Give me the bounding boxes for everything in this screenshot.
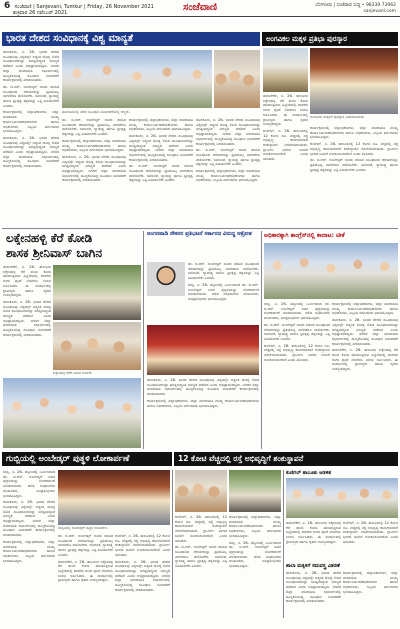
header-date: ಶುಕ್ರವಾರ 26 ನವೆಂಬರ್ 2021 — [13, 10, 68, 16]
paragraph: ಕಾರ್ಯಕ್ರಮದಲ್ಲಿ ಜಿಲ್ಲಾಧಿಕಾರಿಗಳು, ಜಿಲ್ಲಾ ಪಂಚಾಯಿತಿ ಮುಖ್ಯ ಕಾರ್ಯನಿರ್ವಹಣಾಧಿಕಾರಿಗಳು ಹಾಗೂ ಅಧಿಕಾರಿಗಳು, ಸಿಬ್ಬಂದಿ ವರ್ಗದವರು ಭಾಗವಹಿಸಿದ್ದರು. — [196, 169, 260, 183]
paragraph: ಕಾರ್ಯಕ್ರಮದಲ್ಲಿ ಜಿಲ್ಲಾಧಿಕಾರಿಗಳು, ಜಿಲ್ಲಾ ಪಂಚಾಯಿತಿ ಮುಖ್ಯ ಕಾರ್ಯನಿರ್ವಹಣಾಧಿಕಾರಿಗಳು ಹಾಗೂ ಅಧಿಕಾರಿಗಳು, ಸಿಬ್ಬಂದಿ ವರ್ಗದವರು ಭಾಗವಹಿಸಿದ್ದರು. — [3, 539, 55, 563]
paragraph: ಕುಣಿಗಲ್, ನ. 26- ತಾಲೂಕಿನಲ್ಲಿ 12 ಕೋಟಿ ರೂ. ವೆಚ್ಚದಲ್ಲಿ ರಸ್ತೆ ಅಭಿವೃದ್ಧಿ ಕಾಮಗಾರಿಗಳಿಗೆ ಶಂಕುಸ್ಥಾಪನೆ ನೆರವೇರಿಸಲಾಯಿತು. ಗ್ರಾಮೀಣ ಭಾಗದ ಜನರಿಗೆ ಅನುಕೂಲವಾಗಲಿದೆ ಎಂದು ತಿಳಿಸಿದರು. — [343, 521, 398, 544]
award-photo-left — [263, 48, 308, 92]
paragraph: ಕಾರ್ಯಕ್ರಮದಲ್ಲಿ ಜಿಲ್ಲಾಧಿಕಾರಿಗಳು, ಜಿಲ್ಲಾ ಪಂಚಾಯಿತಿ ಮುಖ್ಯ ಕಾರ್ಯನಿರ್ವಹಣಾಧಿಕಾರಿಗಳು ಹಾಗೂ ಅಧಿಕಾರಿಗಳು, ಸಿಬ್ಬಂದಿ ವರ್ಗದವರು ಭಾಗವಹಿಸಿದ್ದರು. — [62, 138, 126, 153]
paragraph: ತುಮಕೂರು, ನ. 26- ಭಾರತ ದೇಶದ ಸಂವಿಧಾನವು ವಿಶ್ವದಲ್ಲೇ ಅತ್ಯಂತ ದೊಡ್ಡ ಲಿಖಿತ ಸಂವಿಧಾನವಾಗಿದ್ದು ಜಗತ್ತಿನಾದ್ಯಂತ ಮಾನ್ಯತೆ ಪಡೆದಿದೆ ಎಂದು ಅಭಿಪ್ರಾಯಪಟ್ಟರು. ನಗರದ ಜಿಲ್ಲಾ ಪಂಚಾಯಿತಿ ಸಭಾಂಗಣದಲ್ಲಿ ಹಮ್ಮಿಕೊಂಡಿದ್ದ ಸಂವಿಧಾನ ದಿನಾಚರಣೆ ಕಾರ್ಯಕ್ರಮದಲ್ಲಿ ಮಾತನಾಡಿದರು. — [196, 118, 260, 146]
paragraph: ಕಾರ್ಯಕ್ರಮದಲ್ಲಿ ಜಿಲ್ಲಾಧಿಕಾರಿಗಳು, ಜಿಲ್ಲಾ ಪಂಚಾಯಿತಿ ಮುಖ್ಯ ಕಾರ್ಯನಿರ್ವಹಣಾಧಿಕಾರಿಗಳು ಹಾಗೂ ಅಧಿಕಾರಿಗಳು, ಸಿಬ್ಬಂದಿ ವರ್ಗದವರು ಭಾಗವಹಿಸಿದ್ದರು. — [332, 302, 398, 316]
paragraph: ಕುಣಿಗಲ್, ನ. 26- ತಾಲೂಕಿನಲ್ಲಿ 12 ಕೋಟಿ ರೂ. ವೆಚ್ಚದಲ್ಲಿ ರಸ್ತೆ ಅಭಿವೃದ್ಧಿ ಕಾಮಗಾರಿಗಳಿಗೆ ಶಂಕುಸ್ಥಾಪನೆ ನೆರವೇರಿಸಲಾಯಿತು. ಗ್ರಾಮೀಣ ಭಾಗದ ಜನರಿಗೆ ಅನುಕೂಲವಾಗಲಿದೆ ಎಂದು ತಿಳಿಸಿದರು. — [263, 128, 308, 162]
paragraph: ತುರುವೇಕೆರೆ, ನ. 26- ತಾಲೂಕಿನ ಲಕ್ಕೇನಹಳ್ಳಿ ಕೆರೆ ತುಂಬಿ ಕೋಡಿ ಹರಿಯುತ್ತಿರುವ ಹಿನ್ನೆಲೆಯಲ್ಲಿ ಶಾಸಕರು ಗಂಗಾ ಪೂಜೆ ನೆರವೇರಿಸಿ ಬಾಗಿನ ಅರ್ಪಿಸಿದರು. ಈ ಸಂದರ್ಭದಲ್ಲಿ ಗ್ರಾಮಸ್ಥರು ಹಾಗೂ ರೈತರು ಉಪಸ್ಥಿತರಿದ್ದರು. — [332, 348, 398, 372]
paragraph: ತುಮಕೂರು, ನ. 26- ಭಾರತ ದೇಶದ ಸಂವಿಧಾನವು ವಿಶ್ವದಲ್ಲೇ ಅತ್ಯಂತ ದೊಡ್ಡ ಲಿಖಿತ ಸಂವಿಧಾನವಾಗಿದ್ದು ಜಗತ್ತಿನಾದ್ಯಂತ ಮಾನ್ಯತೆ ಪಡೆದಿದೆ ಎಂದು ಅಭಿಪ್ರಾಯಪಟ್ಟರು. ನಗರದ ಜಿಲ್ಲಾ ಪಂಚಾಯಿತಿ ಸಭಾಂಗಣದಲ್ಲಿ ಹಮ್ಮಿಕೊಂಡಿದ್ದ ಸಂವಿಧಾನ ದಿನಾಚರಣೆ ಕಾರ್ಯಕ್ರಮದಲ್ಲಿ ಮಾತನಾಡಿದರು. — [115, 559, 170, 592]
paragraph: ತುಮಕೂರು, ನ. 26- ಭಾರತ ದೇಶದ ಸಂವಿಧಾನವು ವಿಶ್ವದಲ್ಲೇ ಅತ್ಯಂತ ದೊಡ್ಡ ಲಿಖಿತ ಸಂವಿಧಾನವಾಗಿದ್ದು ಜಗತ್ತಿನಾದ್ಯಂತ ಮಾನ್ಯತೆ ಪಡೆದಿದೆ ಎಂದು ಅಭಿಪ್ರಾಯಪಟ್ಟರು. ನಗರದ ಜಿಲ್ಲಾ ಪಂಚಾಯಿತಿ ಸಭಾಂಗಣದಲ್ಲಿ ಹಮ್ಮಿಕೊಂಡಿದ್ದ ಸಂವಿಧಾನ ದಿನಾಚರಣೆ ಕಾರ್ಯಕ್ರಮದಲ್ಲಿ ಮಾತನಾಡಿದರು. — [3, 299, 51, 337]
paragraph: ತುರುವೇಕೆರೆ, ನ. 26- ತಾಲೂಕಿನ ಲಕ್ಕೇನಹಳ್ಳಿ ಕೆರೆ ತುಂಬಿ ಕೋಡಿ ಹರಿಯುತ್ತಿರುವ ಹಿನ್ನೆಲೆಯಲ್ಲಿ ಶಾಸಕರು ಗಂಗಾ ಪೂಜೆ ನೆರವೇರಿಸಿ ಬಾಗಿನ ಅರ್ಪಿಸಿದರು. ಈ ಸಂದರ್ಭದಲ್ಲಿ ಗ್ರಾಮಸ್ಥರು ಹಾಗೂ ರೈತರು ಉಪಸ್ಥಿತರಿದ್ದರು. — [58, 559, 113, 583]
paragraph: ತುಮಕೂರು, ನ. 26- ಭಾರತ ದೇಶದ ಸಂವಿಧಾನವು ವಿಶ್ವದಲ್ಲೇ ಅತ್ಯಂತ ದೊಡ್ಡ ಲಿಖಿತ ಸಂವಿಧಾನವಾಗಿದ್ದು ಜಗತ್ತಿನಾದ್ಯಂತ ಮಾನ್ಯತೆ ಪಡೆದಿದೆ ಎಂದು ಅಭಿಪ್ರಾಯಪಟ್ಟರು. ನಗರದ ಜಿಲ್ಲಾ ಪಂಚಾಯಿತಿ ಸಭಾಂಗಣದಲ್ಲಿ ಹಮ್ಮಿಕೊಂಡಿದ್ದ ಸಂವಿಧಾನ ದಿನಾಚರಣೆ ಕಾರ್ಯಕ್ರಮದಲ್ಲಿ ಮಾತನಾಡಿದರು. — [147, 378, 259, 397]
lake-photo-2 — [53, 322, 141, 370]
article-ambedkar-col2 — [58, 534, 113, 618]
article-award-col1 — [263, 94, 308, 224]
article-road-col2 — [229, 515, 281, 618]
portrait-photo — [147, 262, 185, 296]
paragraph: ತುಮಕೂರು, ನ. 26- ಭಾರತ ದೇಶದ ಸಂವಿಧಾನವು ವಿಶ್ವದಲ್ಲೇ ಅತ್ಯಂತ ದೊಡ್ಡ ಲಿಖಿತ ಸಂವಿಧಾನವಾಗಿದ್ದು ಜಗತ್ತಿನಾದ್ಯಂತ ಮಾನ್ಯತೆ ಪಡೆದಿದೆ ಎಂದು ಅಭಿಪ್ರಾಯಪಟ್ಟರು. ನಗರದ ಜಿಲ್ಲಾ ಪಂಚಾಯಿತಿ ಸಭಾಂಗಣದಲ್ಲಿ ಹಮ್ಮಿಕೊಂಡಿದ್ದ ಸಂವಿಧಾನ ದಿನಾಚರಣೆ ಕಾರ್ಯಕ್ರಮದಲ್ಲಿ ಮಾತನಾಡಿದರು. — [129, 134, 193, 162]
section-divider — [2, 228, 398, 229]
article-kunigal-col2 — [343, 521, 398, 561]
paragraph: ಗುಬ್ಬಿ, ನ. 26- ಪಟ್ಟಣದಲ್ಲಿ ನಿರ್ಮಿಸಲಾದ ಡಾ. ಬಿ.ಆರ್. ಅಂಬೇಡ್ಕರ್ ಅವರ ಪುತ್ಥಳಿಯನ್ನು ಲೋಕಾರ್ಪಣೆ ಮಾಡಲಾಯಿತು. ದಲಿತ ಸಂಘಟನೆಗಳ ಮುಖಂಡರು, ಜನಪ್ರತಿನಿಧಿಗಳು ಭಾಗವಹಿಸಿದ್ದರು. — [229, 540, 281, 569]
congress-photo — [264, 243, 398, 299]
protest-photo — [147, 325, 259, 375]
article-ambedkar-col1 — [3, 470, 55, 618]
paragraph: ತುಮಕೂರು, ನ. 26- ಭಾರತ ದೇಶದ ಸಂವಿಧಾನವು ವಿಶ್ವದಲ್ಲೇ ಅತ್ಯಂತ ದೊಡ್ಡ ಲಿಖಿತ ಸಂವಿಧಾನವಾಗಿದ್ದು ಜಗತ್ತಿನಾದ್ಯಂತ ಮಾನ್ಯತೆ ಪಡೆದಿದೆ ಎಂದು ಅಭಿಪ್ರಾಯಪಟ್ಟರು. ನಗರದ ಜಿಲ್ಲಾ ಪಂಚಾಯಿತಿ ಸಭಾಂಗಣದಲ್ಲಿ ಹಮ್ಮಿಕೊಂಡಿದ್ದ ಸಂವಿಧಾನ ದಿನಾಚರಣೆ ಕಾರ್ಯಕ್ರಮದಲ್ಲಿ ಮಾತನಾಡಿದರು. — [3, 500, 55, 538]
paragraph: ಡಾ. ಬಿ.ಆರ್. ಅಂಬೇಡ್ಕರ್ ಅವರು ರಚಿಸಿದ ಸಂವಿಧಾನದ ಆಶಯಗಳನ್ನು ಪ್ರತಿಯೊಬ್ಬ ನಾಗರಿಕರೂ ಪಾಲಿಸಬೇಕು. ಸಮಾನತೆ, ಸ್ವಾತಂತ್ರ್ಯ ಹಾಗೂ ಭ್ರಾತೃತ್ವ ತತ್ವಗಳನ್ನು ಎತ್ತಿ ಹಿಡಿಯಬೇಕು ಎಂದರು. — [196, 148, 260, 167]
photo-caption: ತುಮಕೂರಿನಲ್ಲಿ ನಡೆದ ಸಂವಿಧಾನ ದಿನಾಚರಣೆಯಲ್ಲಿ ಗಣ್ಯರು. — [62, 110, 130, 114]
header-rule — [0, 16, 400, 17]
photo-caption: ಗುಬ್ಬಿಯಲ್ಲಿ ಅಂಬೇಡ್ಕರ್ ಪುತ್ಥಳಿ ಅನಾವರಣ. — [58, 526, 108, 530]
paragraph: ಕಾರ್ಯಕ್ರಮದಲ್ಲಿ ಜಿಲ್ಲಾಧಿಕಾರಿಗಳು, ಜಿಲ್ಲಾ ಪಂಚಾಯಿತಿ ಮುಖ್ಯ ಕಾರ್ಯನಿರ್ವಹಣಾಧಿಕಾರಿಗಳು ಹಾಗೂ ಅಧಿಕಾರಿಗಳು, ಸಿಬ್ಬಂದಿ ವರ್ಗದವರು ಭಾಗವಹಿಸಿದ್ದರು. — [129, 118, 193, 132]
paragraph: ಕುಣಿಗಲ್, ನ. 26- ತಾಲೂಕಿನಲ್ಲಿ 12 ಕೋಟಿ ರೂ. ವೆಚ್ಚದಲ್ಲಿ ರಸ್ತೆ ಅಭಿವೃದ್ಧಿ ಕಾಮಗಾರಿಗಳಿಗೆ ಶಂಕುಸ್ಥಾಪನೆ ನೆರವೇರಿಸಲಾಯಿತು. ಗ್ರಾಮೀಣ ಭಾಗದ ಜನರಿಗೆ ಅನುಕೂಲವಾಗಲಿದೆ ಎಂದು ತಿಳಿಸಿದರು. — [264, 343, 330, 362]
header-contact: ಬೆಂಗಳೂರು | ಸಂಜೆವಾಣಿ ಸುದ್ದಿ • 98339 73962 — [315, 3, 396, 8]
paragraph: ಕುಣಿಗಲ್, ನ. 26- ತಾಲೂಕಿನಲ್ಲಿ 12 ಕೋಟಿ ರೂ. ವೆಚ್ಚದಲ್ಲಿ ರಸ್ತೆ ಅಭಿವೃದ್ಧಿ ಕಾಮಗಾರಿಗಳಿಗೆ ಶಂಕುಸ್ಥಾಪನೆ ನೆರವೇರಿಸಲಾಯಿತು. ಗ್ರಾಮೀಣ ಭಾಗದ ಜನರಿಗೆ ಅನುಕೂಲವಾಗಲಿದೆ ಎಂದು ತಿಳಿಸಿದರು. — [175, 515, 227, 543]
ambedkar-statue-photo — [58, 470, 170, 525]
paragraph: ಕಾರ್ಯಕ್ರಮದಲ್ಲಿ ಜಿಲ್ಲಾಧಿಕಾರಿಗಳು, ಜಿಲ್ಲಾ ಪಂಚಾಯಿತಿ ಮುಖ್ಯ ಕಾರ್ಯನಿರ್ವಹಣಾಧಿಕಾರಿಗಳು ಹಾಗೂ ಅಧಿಕಾರಿಗಳು, ಸಿಬ್ಬಂದಿ ವರ್ಗದವರು ಭಾಗವಹಿಸಿದ್ದರು. — [229, 515, 281, 538]
paragraph: ಗುಬ್ಬಿ, ನ. 26- ಪಟ್ಟಣದಲ್ಲಿ ನಿರ್ಮಿಸಲಾದ ಡಾ. ಬಿ.ಆರ್. ಅಂಬೇಡ್ಕರ್ ಅವರ ಪುತ್ಥಳಿಯನ್ನು ಲೋಕಾರ್ಪಣೆ ಮಾಡಲಾಯಿತು. ದಲಿತ ಸಂಘಟನೆಗಳ ಮುಖಂಡರು, ಜನಪ್ರತಿನಿಧಿಗಳು ಭಾಗವಹಿಸಿದ್ದರು. — [188, 282, 259, 301]
masthead-logo: ಸಂಜೆವಾಣಿ — [183, 2, 217, 13]
paragraph: ತುಮಕೂರು, ನ. 26- ಭಾರತ ದೇಶದ ಸಂವಿಧಾನವು ವಿಶ್ವದಲ್ಲೇ ಅತ್ಯಂತ ದೊಡ್ಡ ಲಿಖಿತ ಸಂವಿಧಾನವಾಗಿದ್ದು ಜಗತ್ತಿನಾದ್ಯಂತ ಮಾನ್ಯತೆ ಪಡೆದಿದೆ ಎಂದು ಅಭಿಪ್ರಾಯಪಟ್ಟರು. ನಗರದ ಜಿಲ್ಲಾ ಪಂಚಾಯಿತಿ ಸಭಾಂಗಣದಲ್ಲಿ ಹಮ್ಮಿಕೊಂಡಿದ್ದ ಸಂವಿಧಾನ ದಿನಾಚರಣೆ ಕಾರ್ಯಕ್ರಮದಲ್ಲಿ ಮಾತನಾಡಿದರು. — [3, 135, 59, 169]
paragraph: ಡಾ. ಬಿ.ಆರ್. ಅಂಬೇಡ್ಕರ್ ಅವರು ರಚಿಸಿದ ಸಂವಿಧಾನದ ಆಶಯಗಳನ್ನು ಪ್ರತಿಯೊಬ್ಬ ನಾಗರಿಕರೂ ಪಾಲಿಸಬೇಕು. ಸಮಾನತೆ, ಸ್ವಾತಂತ್ರ್ಯ ಹಾಗೂ ಭ್ರಾತೃತ್ವ ತತ್ವಗಳನ್ನು ಎತ್ತಿ ಹಿಡಿಯಬೇಕು ಎಂದರು. — [175, 545, 227, 569]
subheading-kunigal: ಕುಣಿಗಲ್ ತಾಲೂಕು ಆಡಳಿತ — [286, 470, 331, 476]
lake-photo-1 — [53, 265, 141, 320]
article-uniform-col2 — [343, 571, 398, 618]
article-road-col1 — [175, 515, 227, 618]
article-protest-col2 — [147, 378, 259, 448]
paragraph: ಕಾರ್ಯಕ್ರಮದಲ್ಲಿ ಜಿಲ್ಲಾಧಿಕಾರಿಗಳು, ಜಿಲ್ಲಾ ಪಂಚಾಯಿತಿ ಮುಖ್ಯ ಕಾರ್ಯನಿರ್ವಹಣಾಧಿಕಾರಿಗಳು ಹಾಗೂ ಅಧಿಕಾರಿಗಳು, ಸಿಬ್ಬಂದಿ ವರ್ಗದವರು ಭಾಗವಹಿಸಿದ್ದರು. — [147, 398, 259, 408]
article-award-col2 — [310, 126, 398, 224]
print-registration-marks — [0, 621, 400, 629]
constitution-side-photo — [214, 50, 260, 108]
article-constitution-col4 — [196, 118, 260, 226]
banner-constitution: ಭಾರತ ದೇಶದ ಸಂವಿಧಾನಕ್ಕೆ ವಿಶ್ವ ಮಾನ್ಯತೆ — [2, 32, 260, 46]
column-divider — [172, 470, 173, 618]
article-congress-col1 — [264, 302, 330, 448]
paragraph: ಡಾ. ಬಿ.ಆರ್. ಅಂಬೇಡ್ಕರ್ ಅವರು ರಚಿಸಿದ ಸಂವಿಧಾನದ ಆಶಯಗಳನ್ನು ಪ್ರತಿಯೊಬ್ಬ ನಾಗರಿಕರೂ ಪಾಲಿಸಬೇಕು. ಸಮಾನತೆ, ಸ್ವಾತಂತ್ರ್ಯ ಹಾಗೂ ಭ್ರಾತೃತ್ವ ತತ್ವಗಳನ್ನು ಎತ್ತಿ ಹಿಡಿಯಬೇಕು ಎಂದರು. — [3, 84, 59, 108]
header-publication: ಸಂಜೆವಾಣಿ | Sanjevani, Tumkur — [14, 4, 83, 10]
paragraph: ತುಮಕೂರು, ನ. 26- ಭಾರತ ದೇಶದ ಸಂವಿಧಾನವು ವಿಶ್ವದಲ್ಲೇ ಅತ್ಯಂತ ದೊಡ್ಡ ಲಿಖಿತ ಸಂವಿಧಾನವಾಗಿದ್ದು ಜಗತ್ತಿನಾದ್ಯಂತ ಮಾನ್ಯತೆ ಪಡೆದಿದೆ ಎಂದು ಅಭಿಪ್ರಾಯಪಟ್ಟರು. ನಗರದ ಜಿಲ್ಲಾ ಪಂಚಾಯಿತಿ ಸಭಾಂಗಣದಲ್ಲಿ ಹಮ್ಮಿಕೊಂಡಿದ್ದ ಸಂವಿಧಾನ ದಿನಾಚರಣೆ ಕಾರ್ಯಕ್ರಮದಲ್ಲಿ ಮಾತನಾಡಿದರು. — [286, 571, 341, 604]
header-left — [4, 3, 154, 16]
header-date-en: | Friday, 26 November 2021 — [83, 4, 154, 10]
article-lake-col1 — [3, 265, 51, 370]
kunigal-photo — [286, 478, 398, 518]
article-uniform-col1 — [286, 571, 341, 618]
paragraph: ಡಾ. ಬಿ.ಆರ್. ಅಂಬೇಡ್ಕರ್ ಅವರು ರಚಿಸಿದ ಸಂವಿಧಾನದ ಆಶಯಗಳನ್ನು ಪ್ರತಿಯೊಬ್ಬ ನಾಗರಿಕರೂ ಪಾಲಿಸಬೇಕು. ಸಮಾನತೆ, ಸ್ವಾತಂತ್ರ್ಯ ಹಾಗೂ ಭ್ರಾತೃತ್ವ ತತ್ವಗಳನ್ನು ಎತ್ತಿ ಹಿಡಿಯಬೇಕು ಎಂದರು. — [310, 158, 398, 172]
column-divider — [283, 470, 284, 618]
page-number: 6 — [4, 1, 11, 11]
headline-congress: ಅಧಿಕಾರಕ್ಕಾಗಿ ಕಾಂಗ್ರೆಸ್‌ನಲ್ಲಿ ಕಾದಾಟ: ಟೀಕೆ — [264, 232, 345, 239]
headline-lake-line1: ಲಕ್ಕೇನಹಳ್ಳಿ ಕೆರೆ ಕೋಡಿ — [6, 231, 93, 245]
paragraph: ಕಾರ್ಯಕ್ರಮದಲ್ಲಿ ಜಿಲ್ಲಾಧಿಕಾರಿಗಳು, ಜಿಲ್ಲಾ ಪಂಚಾಯಿತಿ ಮುಖ್ಯ ಕಾರ್ಯನಿರ್ವಹಣಾಧಿಕಾರಿಗಳು ಹಾಗೂ ಅಧಿಕಾರಿಗಳು, ಸಿಬ್ಬಂದಿ ವರ್ಗದವರು ಭಾಗವಹಿಸಿದ್ದರು. — [343, 571, 398, 594]
article-constitution-col3 — [129, 118, 193, 226]
banner-ambedkar: ಗುಬ್ಬಿಯಲ್ಲಿ ಅಂಬೇಡ್ಕರ್ ಪುತ್ಥಳಿ ಲೋಕಾರ್ಪಣೆ — [2, 452, 172, 466]
header-right — [315, 3, 396, 15]
paragraph: ಕಾರ್ಯಕ್ರಮದಲ್ಲಿ ಜಿಲ್ಲಾಧಿಕಾರಿಗಳು, ಜಿಲ್ಲಾ ಪಂಚಾಯಿತಿ ಮುಖ್ಯ ಕಾರ್ಯನಿರ್ವಹಣಾಧಿಕಾರಿಗಳು ಹಾಗೂ ಅಧಿಕಾರಿಗಳು, ಸಿಬ್ಬಂದಿ ವರ್ಗದವರು ಭಾಗವಹಿಸಿದ್ದರು. — [3, 110, 59, 134]
headline-lake-line2: ಶಾಸಕ ಶ್ರೀನಿವಾಸ್ ಬಾಗಿನ — [6, 246, 103, 260]
road-photo-1 — [175, 470, 227, 512]
paragraph: ಕುಣಿಗಲ್, ನ. 26- ತಾಲೂಕಿನಲ್ಲಿ 12 ಕೋಟಿ ರೂ. ವೆಚ್ಚದಲ್ಲಿ ರಸ್ತೆ ಅಭಿವೃದ್ಧಿ ಕಾಮಗಾರಿಗಳಿಗೆ ಶಂಕುಸ್ಥಾಪನೆ ನೆರವೇರಿಸಲಾಯಿತು. ಗ್ರಾಮೀಣ ಭಾಗದ ಜನರಿಗೆ ಅನುಕೂಲವಾಗಲಿದೆ ಎಂದು ತಿಳಿಸಿದರು. — [115, 534, 170, 557]
registration-swatches-right — [368, 622, 396, 629]
paragraph: ಗುಬ್ಬಿ, ನ. 26- ಪಟ್ಟಣದಲ್ಲಿ ನಿರ್ಮಿಸಲಾದ ಡಾ. ಬಿ.ಆರ್. ಅಂಬೇಡ್ಕರ್ ಅವರ ಪುತ್ಥಳಿಯನ್ನು ಲೋಕಾರ್ಪಣೆ ಮಾಡಲಾಯಿತು. ದಲಿತ ಸಂಘಟನೆಗಳ ಮುಖಂಡರು, ಜನಪ್ರತಿನಿಧಿಗಳು ಭಾಗವಹಿಸಿದ್ದರು. — [3, 470, 55, 498]
paragraph: ಡಾ. ಬಿ.ಆರ್. ಅಂಬೇಡ್ಕರ್ ಅವರು ರಚಿಸಿದ ಸಂವಿಧಾನದ ಆಶಯಗಳನ್ನು ಪ್ರತಿಯೊಬ್ಬ ನಾಗರಿಕರೂ ಪಾಲಿಸಬೇಕು. ಸಮಾನತೆ, ಸ್ವಾತಂತ್ರ್ಯ ಹಾಗೂ ಭ್ರಾತೃತ್ವ ತತ್ವಗಳನ್ನು ಎತ್ತಿ ಹಿಡಿಯಬೇಕು ಎಂದರು. — [188, 262, 259, 281]
paragraph: ತುಮಕೂರು, ನ. 26- ಭಾರತ ದೇಶದ ಸಂವಿಧಾನವು ವಿಶ್ವದಲ್ಲೇ ಅತ್ಯಂತ ದೊಡ್ಡ ಲಿಖಿತ ಸಂವಿಧಾನವಾಗಿದ್ದು ಜಗತ್ತಿನಾದ್ಯಂತ ಮಾನ್ಯತೆ ಪಡೆದಿದೆ ಎಂದು ಅಭಿಪ್ರಾಯಪಟ್ಟರು. ನಗರದ ಜಿಲ್ಲಾ ಪಂಚಾಯಿತಿ ಸಭಾಂಗಣದಲ್ಲಿ ಹಮ್ಮಿಕೊಂಡಿದ್ದ ಸಂವಿಧಾನ ದಿನಾಚರಣೆ ಕಾರ್ಯಕ್ರಮದಲ್ಲಿ ಮಾತನಾಡಿದರು. — [3, 50, 59, 83]
paragraph: ಡಾ. ಬಿ.ಆರ್. ಅಂಬೇಡ್ಕರ್ ಅವರು ರಚಿಸಿದ ಸಂವಿಧಾನದ ಆಶಯಗಳನ್ನು ಪ್ರತಿಯೊಬ್ಬ ನಾಗರಿಕರೂ ಪಾಲಿಸಬೇಕು. ಸಮಾನತೆ, ಸ್ವಾತಂತ್ರ್ಯ ಹಾಗೂ ಭ್ರಾತೃತ್ವ ತತ್ವಗಳನ್ನು ಎತ್ತಿ ಹಿಡಿಯಬೇಕು ಎಂದರು. — [62, 118, 126, 137]
paragraph: ಡಾ. ಬಿ.ಆರ್. ಅಂಬೇಡ್ಕರ್ ಅವರು ರಚಿಸಿದ ಸಂವಿಧಾನದ ಆಶಯಗಳನ್ನು ಪ್ರತಿಯೊಬ್ಬ ನಾಗರಿಕರೂ ಪಾಲಿಸಬೇಕು. ಸಮಾನತೆ, ಸ್ವಾತಂತ್ರ್ಯ ಹಾಗೂ ಭ್ರಾತೃತ್ವ ತತ್ವಗಳನ್ನು ಎತ್ತಿ ಹಿಡಿಯಬೇಕು ಎಂದರು. — [58, 534, 113, 557]
paragraph: ತುಮಕೂರು, ನ. 26- ಭಾರತ ದೇಶದ ಸಂವಿಧಾನವು ವಿಶ್ವದಲ್ಲೇ ಅತ್ಯಂತ ದೊಡ್ಡ ಲಿಖಿತ ಸಂವಿಧಾನವಾಗಿದ್ದು ಜಗತ್ತಿನಾದ್ಯಂತ ಮಾನ್ಯತೆ ಪಡೆದಿದೆ ಎಂದು ಅಭಿಪ್ರಾಯಪಟ್ಟರು. ನಗರದ ಜಿಲ್ಲಾ ಪಂಚಾಯಿತಿ ಸಭಾಂಗಣದಲ್ಲಿ ಹಮ್ಮಿಕೊಂಡಿದ್ದ ಸಂವಿಧಾನ ದಿನಾಚರಣೆ ಕಾರ್ಯಕ್ರಮದಲ್ಲಿ ಮಾತನಾಡಿದರು. — [332, 318, 398, 346]
paragraph: ತುಮಕೂರು, ನ. 26- ಭಾರತ ದೇಶದ ಸಂವಿಧಾನವು ವಿಶ್ವದಲ್ಲೇ ಅತ್ಯಂತ ದೊಡ್ಡ ಲಿಖಿತ ಸಂವಿಧಾನವಾಗಿದ್ದು ಜಗತ್ತಿನಾದ್ಯಂತ ಮಾನ್ಯತೆ ಪಡೆದಿದೆ ಎಂದು ಅಭಿಪ್ರಾಯಪಟ್ಟರು. ನಗರದ ಜಿಲ್ಲಾ ಪಂಚಾಯಿತಿ ಸಭಾಂಗಣದಲ್ಲಿ ಹಮ್ಮಿಕೊಂಡಿದ್ದ ಸಂವಿಧಾನ ದಿನಾಚರಣೆ ಕಾರ್ಯಕ್ರಮದಲ್ಲಿ ಮಾತನಾಡಿದರು. — [62, 154, 126, 183]
article-congress-col2 — [332, 302, 398, 448]
constitution-group-photo — [62, 50, 212, 108]
registration-swatches-left — [4, 622, 32, 629]
article-constitution-col2 — [62, 118, 126, 226]
article-constitution-col1 — [3, 50, 59, 225]
headline-protest: ಅಂಗನವಾಡಿ ನೌಕರರ ಪ್ರತಿಭಟನೆ ಸರ್ಕಾರದ ವಿರುದ್ಧ ಆಕ್ರೋಶ — [147, 231, 252, 237]
article-protest-col1 — [188, 262, 259, 322]
photo-caption: ಲಕ್ಕೇನಹಳ್ಳಿ ಕೆರೆಗೆ ಬಾಗಿನ ಅರ್ಪಣೆ. — [53, 371, 93, 375]
paragraph: ಗುಬ್ಬಿ, ನ. 26- ಪಟ್ಟಣದಲ್ಲಿ ನಿರ್ಮಿಸಲಾದ ಡಾ. ಬಿ.ಆರ್. ಅಂಬೇಡ್ಕರ್ ಅವರ ಪುತ್ಥಳಿಯನ್ನು ಲೋಕಾರ್ಪಣೆ ಮಾಡಲಾಯಿತು. ದಲಿತ ಸಂಘಟನೆಗಳ ಮುಖಂಡರು, ಜನಪ್ರತಿನಿಧಿಗಳು ಭಾಗವಹಿಸಿದ್ದರು. — [264, 302, 330, 321]
road-photo-2 — [229, 470, 281, 512]
banner-road-development: 12 ಕೋಟಿ ವೆಚ್ಚದಲ್ಲಿ ರಸ್ತೆ ಅಭಿವೃದ್ಧಿಗೆ ಶಂಕುಸ್ಥಾಪನೆ — [174, 452, 398, 466]
award-photo-stage — [310, 48, 398, 114]
column-divider — [143, 231, 144, 449]
header-website: sanjevani.com — [363, 9, 396, 14]
paragraph: ಕಾರ್ಯಕ್ರಮದಲ್ಲಿ ಜಿಲ್ಲಾಧಿಕಾರಿಗಳು, ಜಿಲ್ಲಾ ಪಂಚಾಯಿತಿ ಮುಖ್ಯ ಕಾರ್ಯನಿರ್ವಹಣಾಧಿಕಾರಿಗಳು ಹಾಗೂ ಅಧಿಕಾರಿಗಳು, ಸಿಬ್ಬಂದಿ ವರ್ಗದವರು ಭಾಗವಹಿಸಿದ್ದರು. — [310, 126, 398, 140]
banner-disabled-children: ಅಂಗವಿಕಲ ಮಕ್ಕಳ ಪ್ರತಿಭಾ ಪುರಸ್ಕಾರ — [262, 32, 398, 46]
article-ambedkar-col3 — [115, 534, 170, 618]
paragraph: ತುರುವೇಕೆರೆ, ನ. 26- ತಾಲೂಕಿನ ಲಕ್ಕೇನಹಳ್ಳಿ ಕೆರೆ ತುಂಬಿ ಕೋಡಿ ಹರಿಯುತ್ತಿರುವ ಹಿನ್ನೆಲೆಯಲ್ಲಿ ಶಾಸಕರು ಗಂಗಾ ಪೂಜೆ ನೆರವೇರಿಸಿ ಬಾಗಿನ ಅರ್ಪಿಸಿದರು. ಈ ಸಂದರ್ಭದಲ್ಲಿ ಗ್ರಾಮಸ್ಥರು ಹಾಗೂ ರೈತರು ಉಪಸ್ಥಿತರಿದ್ದರು. — [286, 521, 341, 544]
paragraph: ತುರುವೇಕೆರೆ, ನ. 26- ತಾಲೂಕಿನ ಲಕ್ಕೇನಹಳ್ಳಿ ಕೆರೆ ತುಂಬಿ ಕೋಡಿ ಹರಿಯುತ್ತಿರುವ ಹಿನ್ನೆಲೆಯಲ್ಲಿ ಶಾಸಕರು ಗಂಗಾ ಪೂಜೆ ನೆರವೇರಿಸಿ ಬಾಗಿನ ಅರ್ಪಿಸಿದರು. ಈ ಸಂದರ್ಭದಲ್ಲಿ ಗ್ರಾಮಸ್ಥರು ಹಾಗೂ ರೈತರು ಉಪಸ್ಥಿತರಿದ್ದರು. — [263, 94, 308, 127]
paragraph: ಡಾ. ಬಿ.ಆರ್. ಅಂಬೇಡ್ಕರ್ ಅವರು ರಚಿಸಿದ ಸಂವಿಧಾನದ ಆಶಯಗಳನ್ನು ಪ್ರತಿಯೊಬ್ಬ ನಾಗರಿಕರೂ ಪಾಲಿಸಬೇಕು. ಸಮಾನತೆ, ಸ್ವಾತಂತ್ರ್ಯ ಹಾಗೂ ಭ್ರಾತೃತ್ವ ತತ್ವಗಳನ್ನು ಎತ್ತಿ ಹಿಡಿಯಬೇಕು ಎಂದರು. — [129, 164, 193, 183]
lake-crowd-photo — [3, 378, 141, 448]
paragraph: ಡಾ. ಬಿ.ಆರ್. ಅಂಬೇಡ್ಕರ್ ಅವರು ರಚಿಸಿದ ಸಂವಿಧಾನದ ಆಶಯಗಳನ್ನು ಪ್ರತಿಯೊಬ್ಬ ನಾಗರಿಕರೂ ಪಾಲಿಸಬೇಕು. ಸಮಾನತೆ, ಸ್ವಾತಂತ್ರ್ಯ ಹಾಗೂ ಭ್ರಾತೃತ್ವ ತತ್ವಗಳನ್ನು ಎತ್ತಿ ಹಿಡಿಯಬೇಕು ಎಂದರು. — [264, 322, 330, 341]
paragraph: ತುರುವೇಕೆರೆ, ನ. 26- ತಾಲೂಕಿನ ಲಕ್ಕೇನಹಳ್ಳಿ ಕೆರೆ ತುಂಬಿ ಕೋಡಿ ಹರಿಯುತ್ತಿರುವ ಹಿನ್ನೆಲೆಯಲ್ಲಿ ಶಾಸಕರು ಗಂಗಾ ಪೂಜೆ ನೆರವೇರಿಸಿ ಬಾಗಿನ ಅರ್ಪಿಸಿದರು. ಈ ಸಂದರ್ಭದಲ್ಲಿ ಗ್ರಾಮಸ್ಥರು ಹಾಗೂ ರೈತರು ಉಪಸ್ಥಿತರಿದ್ದರು. — [3, 265, 51, 298]
column-divider — [261, 231, 262, 449]
paragraph: ಕುಣಿಗಲ್, ನ. 26- ತಾಲೂಕಿನಲ್ಲಿ 12 ಕೋಟಿ ರೂ. ವೆಚ್ಚದಲ್ಲಿ ರಸ್ತೆ ಅಭಿವೃದ್ಧಿ ಕಾಮಗಾರಿಗಳಿಗೆ ಶಂಕುಸ್ಥಾಪನೆ ನೆರವೇರಿಸಲಾಯಿತು. ಗ್ರಾಮೀಣ ಭಾಗದ ಜನರಿಗೆ ಅನುಕೂಲವಾಗಲಿದೆ ಎಂದು ತಿಳಿಸಿದರು. — [310, 142, 398, 156]
subheading-uniform: ಶಾಲಾ ಮಕ್ಕಳಿಗೆ ಸಮವಸ್ತ್ರ ವಿತರಣೆ — [286, 563, 340, 569]
photo-caption: ಅಂಗವಿಕಲ ಮಕ್ಕಳಿಗೆ ಪುರಸ್ಕಾರ ವಿತರಿಸಲಾಯಿತು. — [310, 115, 365, 119]
article-kunigal-col1 — [286, 521, 341, 561]
